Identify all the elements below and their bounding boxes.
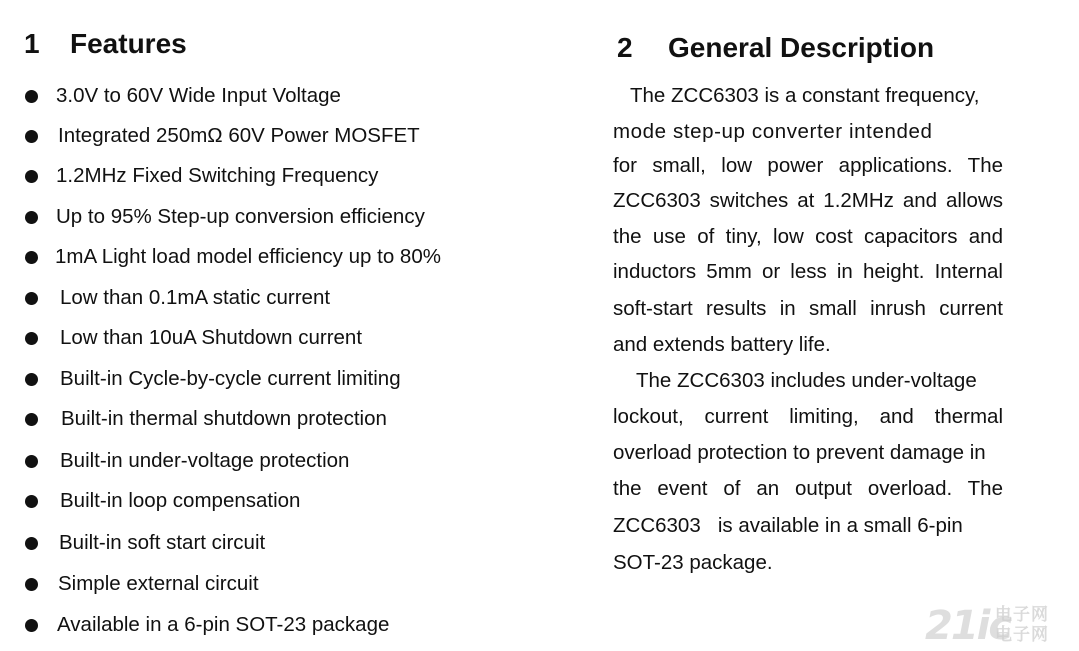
bullet-icon — [25, 292, 38, 305]
feature-item-label: Simple external circuit — [58, 572, 259, 595]
feature-item-label: Built-in Cycle-by-cycle current limiting — [60, 367, 401, 390]
description-line: mode step-up converter intended — [613, 120, 933, 143]
watermark-text-bottom: 电子网 — [995, 625, 1049, 645]
watermark-text-top: 电子网 — [995, 605, 1049, 625]
description-line: the use of tiny, low cost capacitors and — [613, 225, 1003, 248]
feature-item-label: Low than 0.1mA static current — [60, 286, 331, 309]
description-line: soft-start results in small inrush current — [613, 297, 1003, 320]
description-line: ZCC6303 switches at 1.2MHz and allows — [613, 189, 1003, 212]
feature-item-label: Integrated 250mΩ 60V Power MOSFET — [58, 124, 420, 147]
features-heading — [24, 30, 187, 58]
bullet-icon — [25, 332, 38, 345]
description-line: overload protection to prevent damage in — [613, 441, 986, 464]
bullet-icon — [25, 413, 38, 426]
feature-item-label: 1.2MHz Fixed Switching Frequency — [56, 164, 379, 187]
description-line: and extends battery life. — [613, 333, 831, 356]
feature-item-label: Built-in soft start circuit — [59, 531, 266, 554]
site-watermark — [925, 603, 1075, 649]
bullet-icon — [25, 373, 38, 386]
description-section-title: General Description — [668, 32, 935, 63]
bullet-icon — [25, 578, 38, 591]
bullet-icon — [25, 619, 38, 632]
bullet-icon — [25, 170, 38, 183]
feature-item-label: Built-in under-voltage protection — [60, 449, 350, 472]
bullet-icon — [25, 537, 38, 550]
bullet-icon — [25, 130, 38, 143]
feature-item-label: Low than 10uA Shutdown current — [60, 326, 363, 349]
features-section-number: 1 — [24, 28, 40, 59]
description-section-number: 2 — [617, 32, 633, 63]
bullet-icon — [25, 455, 38, 468]
description-line: SOT-23 package. — [613, 551, 773, 574]
watermark-logo: 21ic — [925, 603, 1011, 649]
features-section-title: Features — [70, 28, 187, 59]
feature-item-label: 1mA Light load model efficiency up to 80% — [55, 245, 441, 268]
feature-item-label: Built-in thermal shutdown protection — [61, 407, 387, 430]
description-line: lockout, current limiting, and thermal — [613, 405, 1003, 428]
description-line: The ZCC6303 includes under-voltage — [636, 369, 977, 392]
feature-item-label: Built-in loop compensation — [60, 489, 301, 512]
feature-item-label: 3.0V to 60V Wide Input Voltage — [56, 84, 341, 107]
bullet-icon — [25, 211, 38, 224]
description-line: inductors 5mm or less in height. Internal — [613, 260, 1003, 283]
bullet-icon — [25, 251, 38, 264]
description-line: ZCC6303 is available in a small 6-pin — [613, 514, 963, 537]
feature-item-label: Up to 95% Step-up conversion efficiency — [56, 205, 425, 228]
bullet-icon — [25, 495, 38, 508]
description-line: for small, low power applications. The — [613, 154, 1003, 177]
general-description-heading — [617, 34, 934, 62]
feature-item-label: Available in a 6-pin SOT-23 package — [57, 613, 390, 636]
description-line: The ZCC6303 is a constant frequency, — [630, 84, 980, 107]
bullet-icon — [25, 90, 38, 103]
description-line: the event of an output overload. The — [613, 477, 1003, 500]
